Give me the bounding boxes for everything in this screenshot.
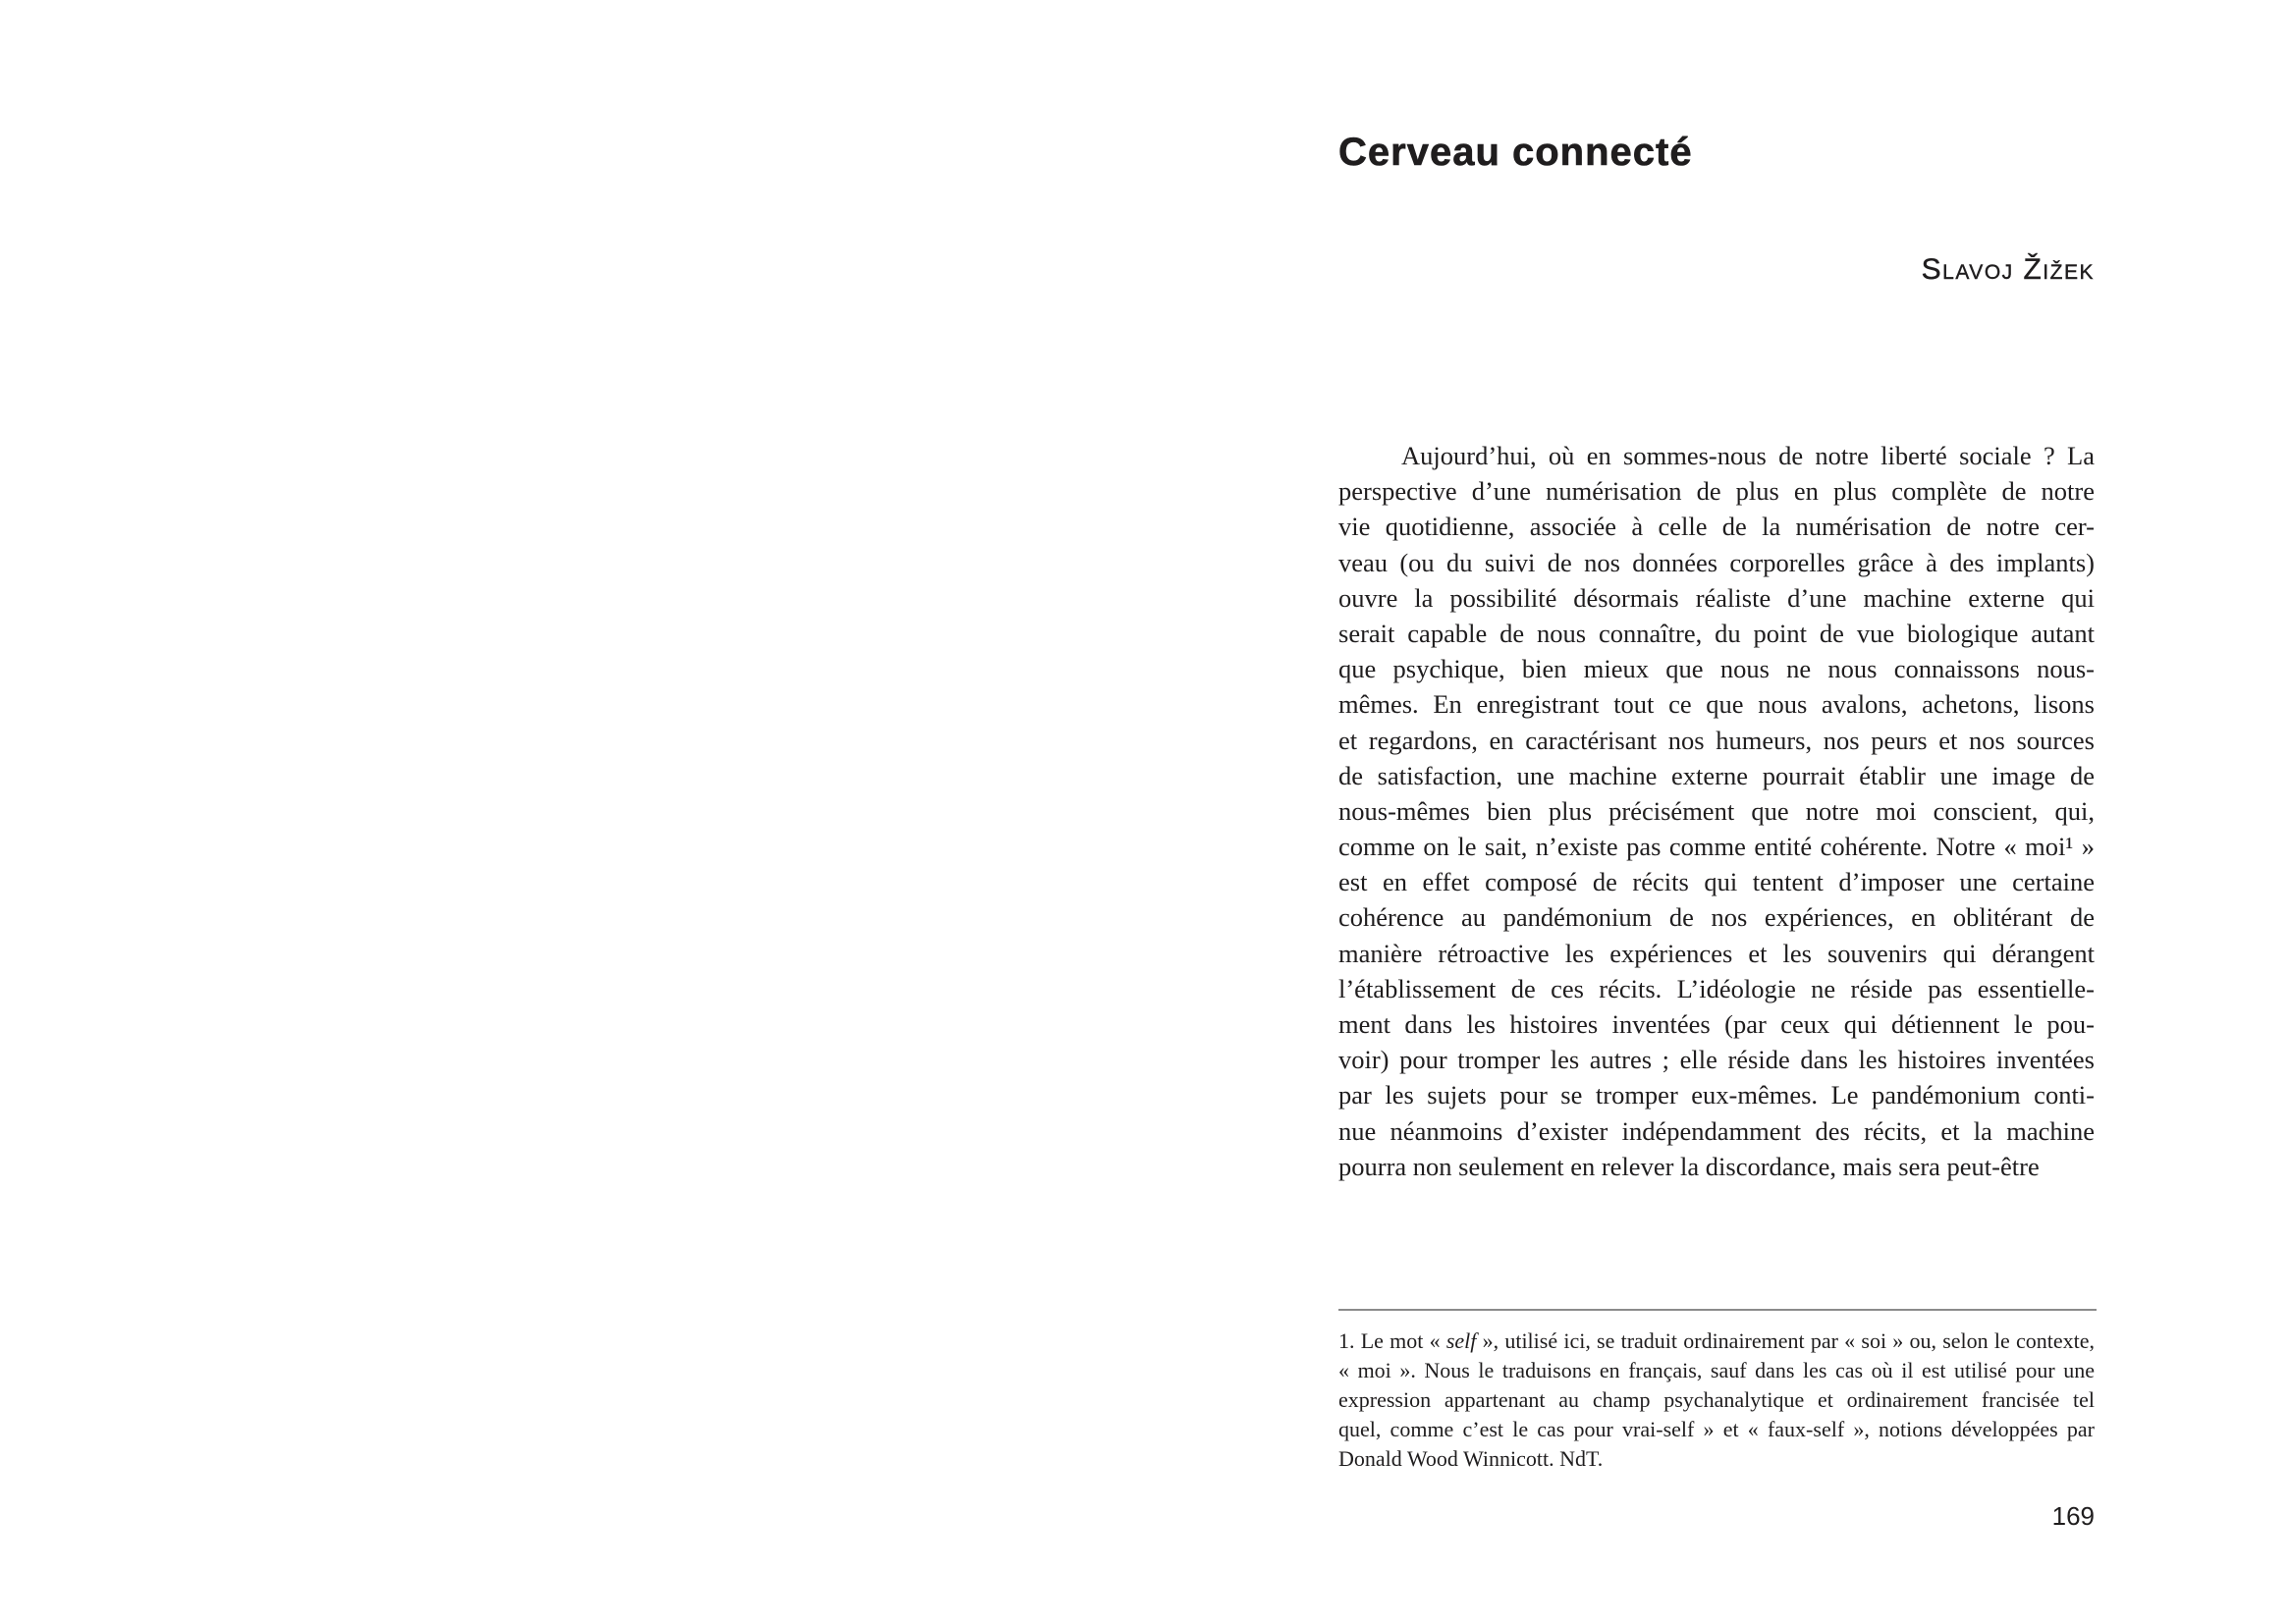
text-line: mêmes. En enregistrant tout ce que nous avalons, achetons, lisons: [1338, 689, 2095, 720]
italic-text: self: [1445, 1328, 1477, 1353]
text-line: Aujourd’hui, où en sommes-nous de notre liberté sociale ? La: [1401, 441, 2095, 470]
footnote: [1338, 1326, 2095, 1474]
text-line: de satisfaction, une machine externe pourrait établir une image de: [1338, 760, 2095, 790]
text-line: manière rétroactive les expériences et les souvenirs qui dérangent: [1338, 938, 2095, 968]
text-line: ouvre la possibilité désormais réaliste d’une machine externe qui: [1338, 582, 2095, 613]
text-line: nous-mêmes bien plus précisément que notre moi conscient, qui,: [1338, 795, 2095, 826]
text-segment: », utilisé ici, se traduit ordinairement par « soi » ou, selon le contexte,: [1476, 1328, 2096, 1353]
text-line: par les sujets pour se tromper eux-mêmes. Le pandémonium conti-: [1338, 1080, 2095, 1110]
chapter-title: Cerveau connecté: [1338, 130, 1693, 174]
text-line: expression appartenant au champ psychanalytique et ordinairement francisée tel: [1338, 1387, 2095, 1412]
text-line: est en effet composé de récits qui tentent d’imposer une certaine: [1338, 867, 2095, 897]
text-line: pourra non seulement en relever la discordance, mais sera peut-être: [1338, 1151, 2040, 1181]
text-line: et regardons, en caractérisant nos humeurs, nos peurs et nos sources: [1338, 725, 2095, 755]
text-line: que psychique, bien mieux que nous ne nous connaissons nous-: [1338, 654, 2095, 684]
text-line: vie quotidienne, associée à celle de la numérisation de notre cer-: [1338, 512, 2095, 542]
text-line: voir) pour tromper les autres ; elle réside dans les histoires inventées: [1338, 1045, 2095, 1075]
body-paragraph: [1338, 438, 2095, 1184]
footnote-divider-rule: [1338, 1309, 2097, 1311]
text-line: Donald Wood Winnicott. NdT.: [1338, 1446, 1604, 1471]
text-segment: 1. Le mot «: [1338, 1328, 1446, 1353]
page-number: 169: [2051, 1501, 2095, 1531]
text-line: cohérence au pandémonium de nos expériences, en oblitérant de: [1338, 902, 2095, 933]
text-line: l’établissement de ces récits. L’idéologie ne réside pas essentielle-: [1338, 973, 2095, 1003]
text-line: [1338, 1326, 2095, 1356]
text-line: comme on le sait, n’existe pas comme entité cohérente. Notre « moi¹ »: [1338, 832, 2095, 862]
text-line: serait capable de nous connaître, du point de vue biologique autant: [1338, 618, 2095, 648]
text-line: perspective d’une numérisation de plus en plus complète de notre: [1338, 476, 2095, 507]
text-line: quel, comme c’est le cas pour vrai-self » et « faux-self », notions développées par: [1338, 1417, 2095, 1441]
text-line: nue néanmoins d’exister indépendamment des récits, et la machine: [1338, 1115, 2095, 1146]
text-line: « moi ». Nous le traduisons en français, sauf dans les cas où il est utilisé pour une: [1338, 1358, 2095, 1382]
text-line: ment dans les histoires inventées (par ceux qui détiennent le pou-: [1338, 1009, 2095, 1039]
author-name: Slavoj Žižek: [1921, 253, 2095, 286]
text-line: veau (ou du suivi de nos données corporelles grâce à des implants): [1338, 547, 2095, 577]
